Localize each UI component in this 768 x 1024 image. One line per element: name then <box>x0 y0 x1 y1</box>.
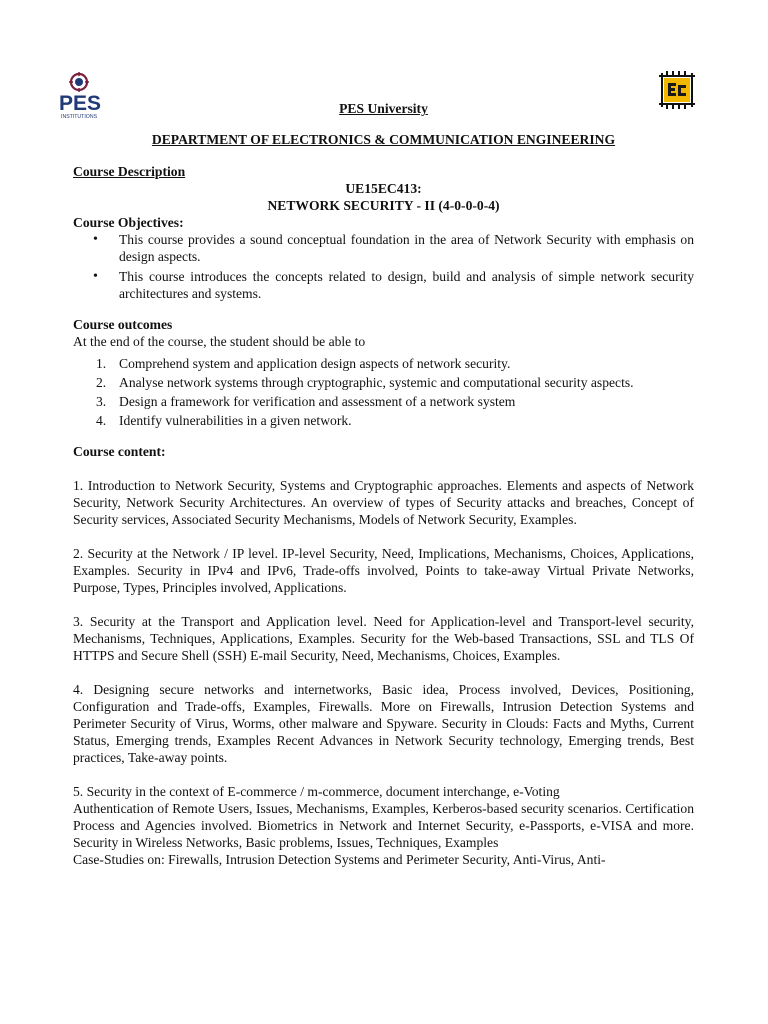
item-number: 2. <box>96 375 107 390</box>
list-item: • This course provides a sound conceptual foundation in the area of Network Security with emphasis on design aspects. <box>119 231 694 265</box>
outcomes-intro: At the end of the course, the student should be able to <box>73 334 366 349</box>
list-item <box>96 412 694 429</box>
item-number: 1. <box>96 356 107 371</box>
department-title: DEPARTMENT OF ELECTRONICS & COMMUNICATION ENGINEERING <box>151 132 616 147</box>
list-item <box>96 374 694 391</box>
course-objectives-heading: Course Objectives: <box>73 215 184 230</box>
pes-logo-text: PES <box>59 92 102 115</box>
item-number: 3. <box>96 394 107 409</box>
case-studies: Case-Studies on: Firewalls, Intrusion Detection Systems and Perimeter Security, Anti-Virus, Anti- <box>73 852 606 867</box>
pes-logo-subtext: INSTITUTIONS <box>61 114 98 120</box>
list-item <box>96 355 694 372</box>
course-title: NETWORK SECURITY - II (4-0-0-0-4) <box>267 198 500 213</box>
item-number: 4. <box>96 413 107 428</box>
list-item <box>96 393 694 410</box>
course-content-heading: Course content: <box>73 444 166 459</box>
course-outcomes-heading: Course outcomes <box>73 317 173 332</box>
content-unit-5 <box>73 783 694 868</box>
content-unit-5-body: Authentication of Remote Users, Issues, Mechanisms, Examples, Kerberos-based security scenarios. Certification Process and Agencies involved. Biometrics in Network and Internet Security, e-Passports, e-VISA and more. Security in Wireless Networks, Basic problems, Issues, Techniques, Examples <box>73 801 694 850</box>
item-text: Analyse network systems through cryptographic, systemic and computational security aspects. <box>119 375 634 390</box>
document-page <box>73 100 694 868</box>
content-unit-5-heading: 5. Security in the context of E-commerce / m-commerce, document interchange, e-Voting <box>73 784 560 799</box>
item-text: Identify vulnerabilities in a given network. <box>119 413 352 428</box>
content-unit-1: 1. Introduction to Network Security, Systems and Cryptographic approaches. Elements and aspects of Network Security, Network Security Architectures. An overview of types of Security attacks and breaches, Concept of Security services, Associated Security Mechanisms, Models of Network Security, Examples. <box>73 478 694 527</box>
item-text: Comprehend system and application design aspects of network security. <box>119 356 511 371</box>
course-description-heading: Course Description <box>73 164 186 179</box>
content-unit-2: 2. Security at the Network / IP level. IP-level Security, Need, Implications, Mechanisms, Choices, Applications, Examples. Security in IPv4 and IPv6, Trade-offs involved, Points to take-away Virtual Private Networks, Purpose, Types, Principles involved, Applications. <box>73 546 694 595</box>
content-unit-3: 3. Security at the Transport and Application level. Need for Application-level and Transport-level security, Mechanisms, Techniques, Applications, Examples. Security for the Web-based Transactions, SSL and TLS Of HTTPS and Secure Shell (SSH) E-mail Security, Need, Mechanisms, Choices, Examples. <box>73 614 694 663</box>
list-item: • This course introduces the concepts related to design, build and analysis of simple network security architectures and systems. <box>119 268 694 302</box>
outcomes-list <box>73 355 694 429</box>
objectives-list <box>73 231 694 302</box>
content-unit-4: 4. Designing secure networks and internetworks, Basic idea, Process involved, Devices, Positioning, Configuration and Trade-offs, Examples, Firewalls. More on Firewalls, Intrusion Detection Systems and Perimeter Security of Virus, Worms, other malware and Spyware. Security in Clouds: Facts and Myths, Current Status, Emerging trends, Examples Recent Advances in Network Security technology, Emerging trends, Best practices, Take-away points. <box>73 682 694 765</box>
item-text: Design a framework for verification and assessment of a network system <box>119 394 516 409</box>
university-title: PES University <box>339 101 428 116</box>
course-code: UE15EC413: <box>345 181 422 196</box>
